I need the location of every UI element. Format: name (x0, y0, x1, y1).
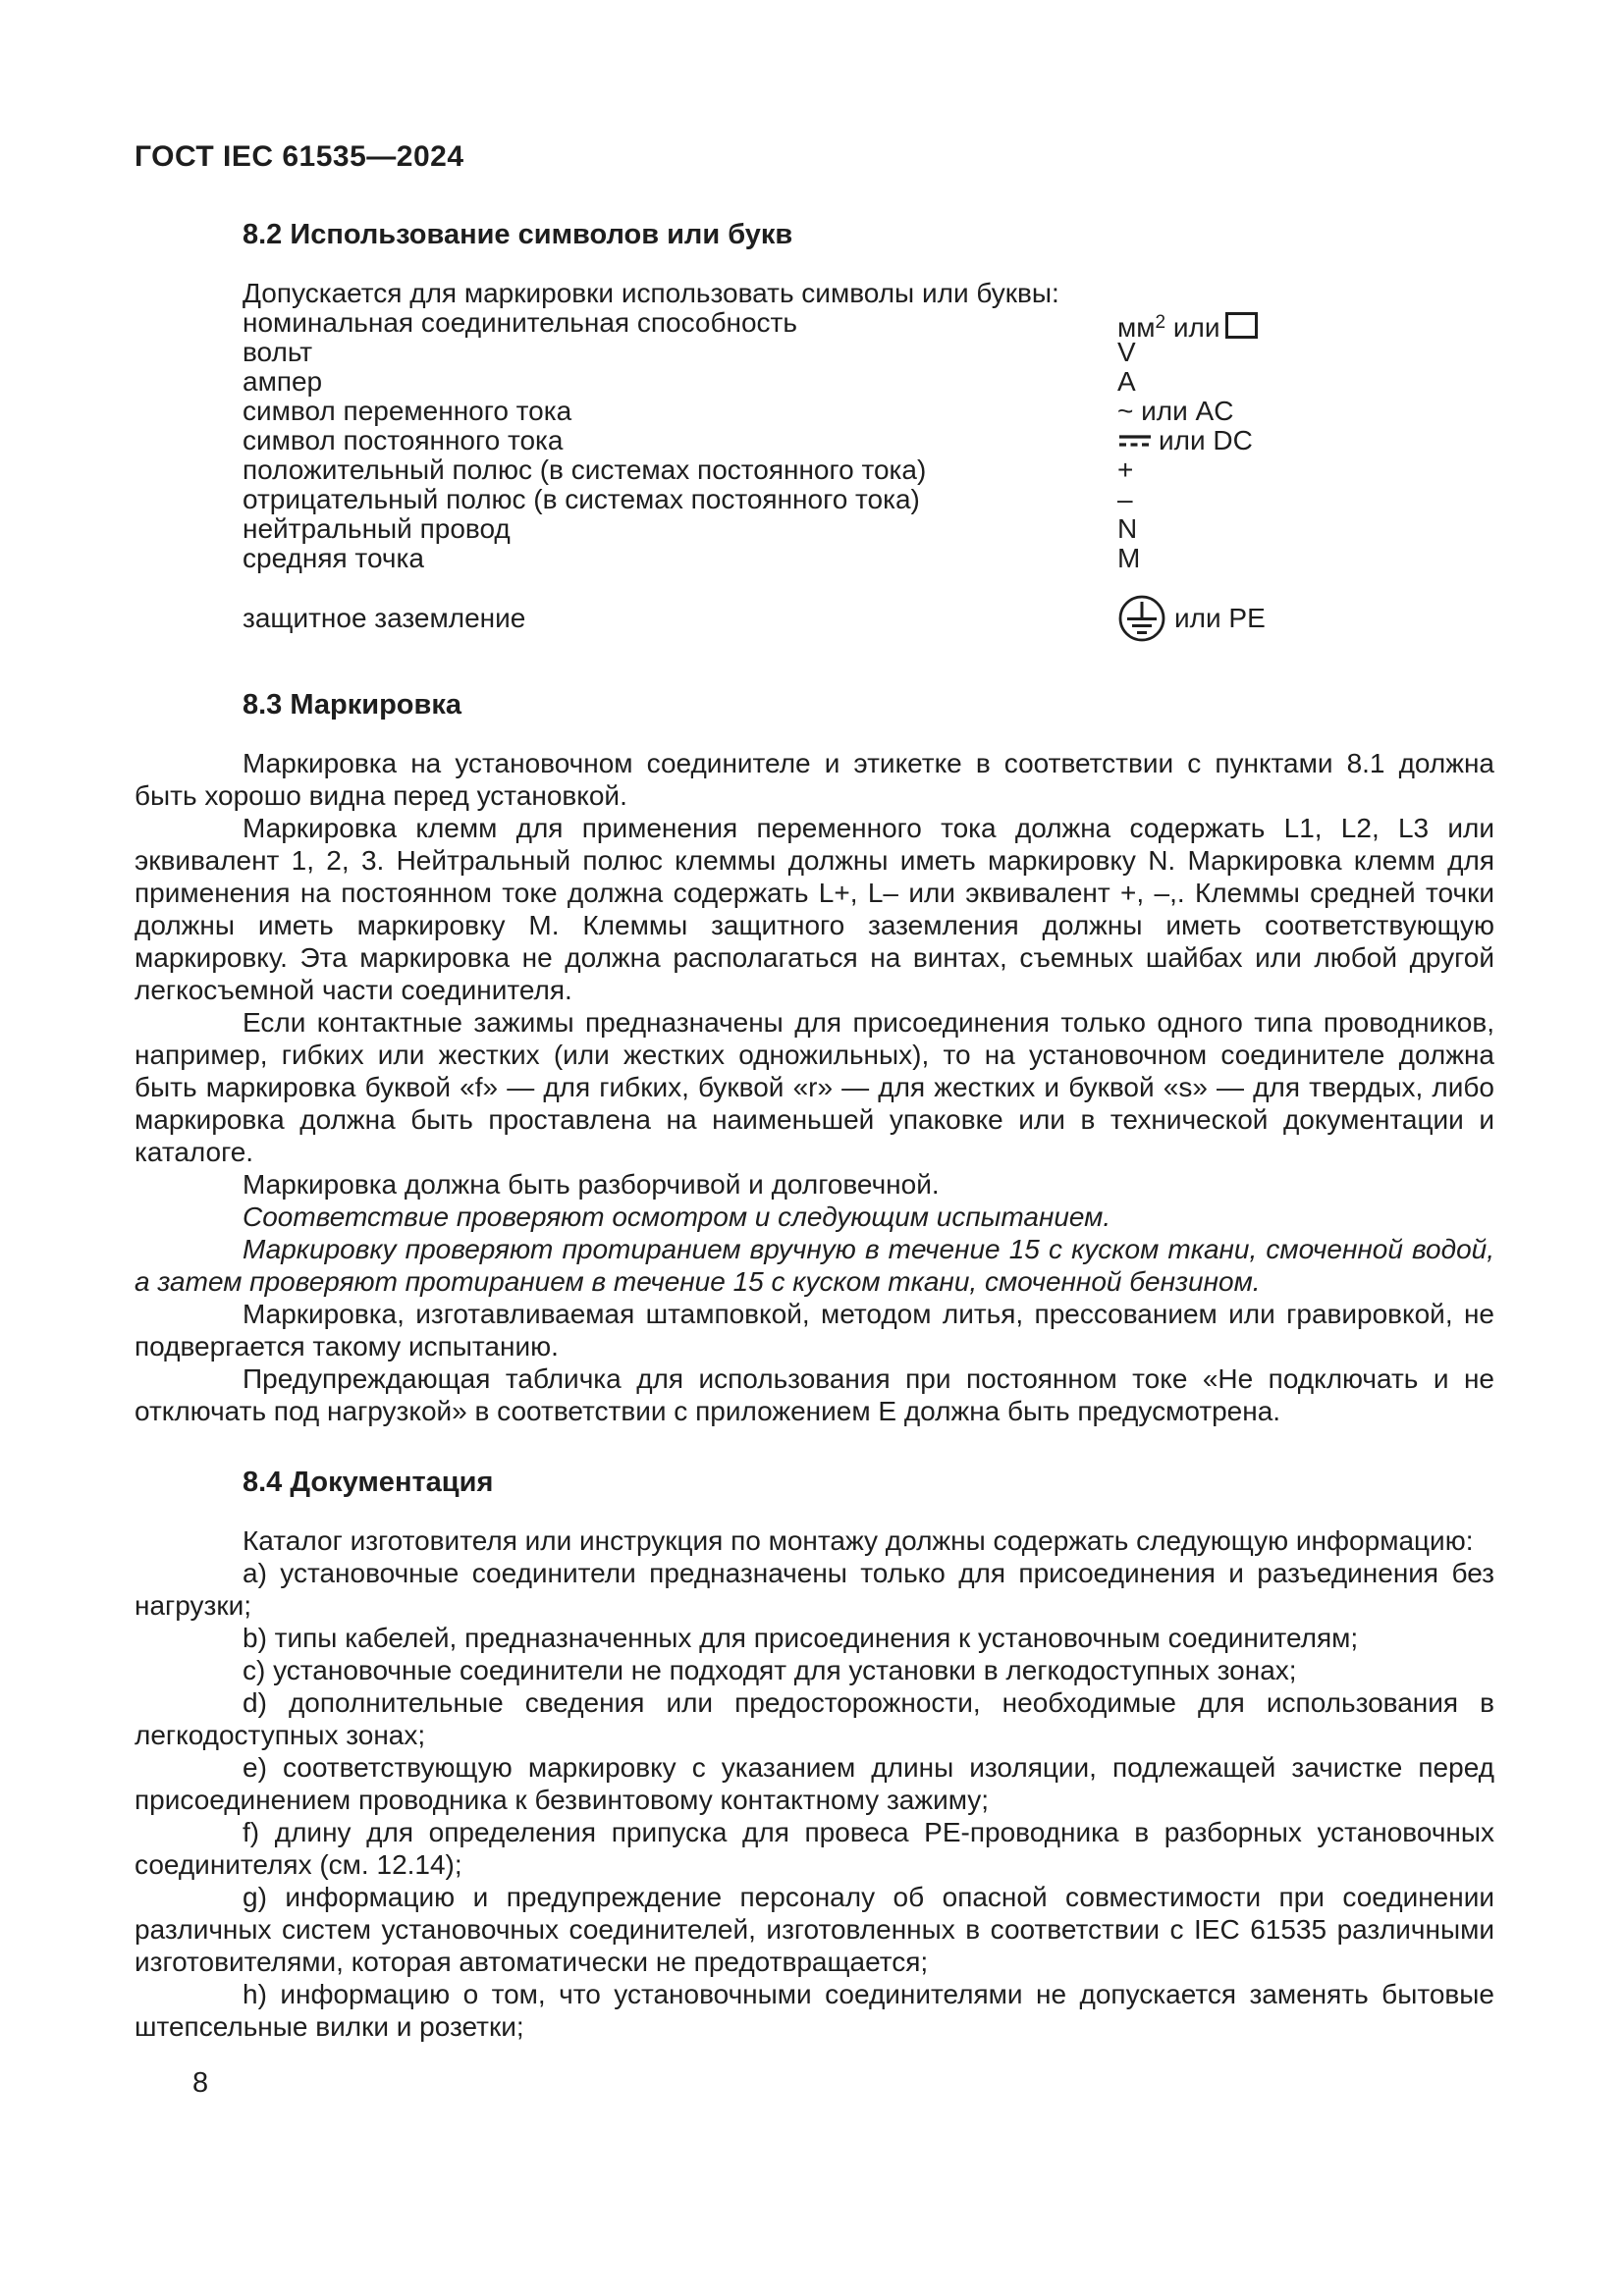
list-item-f: f) длину для определения припуска для провеса PE-проводника в разборных установочных соединителях (см. 12.14); (135, 1817, 1494, 1880)
symbol-row-protective-earth (135, 585, 1494, 652)
protective-earth-icon (1117, 594, 1166, 643)
symbol-value: A (1117, 366, 1136, 397)
symbol-row-mid-point (135, 544, 1494, 573)
symbol-row-rated-capacity (135, 307, 1494, 343)
list-item-h: h) информацию о том, что установочными соединителями не допускается заменять бытовые штепсельные вилки и розетки; (135, 1979, 1494, 2042)
symbol-value-text: или DC (1159, 425, 1253, 455)
section-8-3-heading: 8.3 Маркировка (243, 689, 461, 721)
list-item-a: a) установочные соединители предназначены только для присоединения и разъединения без нагрузки; (135, 1558, 1494, 1621)
symbol-value-text: или PE (1174, 603, 1266, 633)
symbol-label: отрицательный полюс (в системах постоянного тока) (243, 484, 920, 514)
symbol-value: N (1117, 513, 1138, 544)
dc-symbol-icon (1117, 433, 1153, 449)
symbol-row-volt (135, 338, 1494, 367)
symbol-value-text: мм (1117, 312, 1156, 343)
symbol-value: ~ или AC (1117, 396, 1234, 426)
list-item-b: b) типы кабелей, предназначенных для присоединения к установочным соединителям; (243, 1623, 1359, 1653)
symbol-label: вольт (243, 337, 313, 367)
paragraph: Маркировка клемм для применения переменного тока должна содержать L1, L2, L3 или эквивалент 1, 2, 3. Нейтральный полюс клеммы должны иметь маркировку N. Маркировка клемм для применения на постоянном токе должна содержать L+, L– или эквивалент +, –,. Клеммы средней точки должны иметь маркировку M. Клеммы защитного заземления должны иметь соответствующую маркировку. Эта маркировка не должна располагаться на винтах, съемных шайбах или любой другой легкосъемной части соединителя. (135, 813, 1494, 1005)
list-item-d: d) дополнительные сведения или предосторожности, необходимые для использования в легкодоступных зонах; (135, 1687, 1494, 1750)
document-title-header: ГОСТ IEC 61535—2024 (135, 140, 464, 173)
paragraph: Предупреждающая табличка для использования при постоянном токе «Не подключать и не отключать под нагрузкой» в соответствии с приложением E должна быть предусмотрена. (135, 1363, 1494, 1426)
symbol-row-neutral (135, 514, 1494, 544)
symbol-value: M (1117, 543, 1141, 573)
symbol-row-ac (135, 397, 1494, 426)
section-8-4-intro: Каталог изготовителя или инструкция по монтажу должны содержать следующую информацию: (243, 1525, 1474, 1556)
superscript-2: 2 (1155, 312, 1166, 333)
symbol-value (1117, 426, 1253, 455)
symbol-label: защитное заземление (243, 603, 526, 633)
symbol-value: – (1117, 484, 1133, 514)
paragraph: Маркировка, изготавливаемая штамповкой, методом литья, прессованием или гравировкой, не подвергается такому испытанию. (135, 1299, 1494, 1362)
symbol-value (1117, 594, 1266, 643)
section-8-4-heading: 8.4 Документация (243, 1467, 494, 1498)
symbol-label: нейтральный провод (243, 513, 511, 544)
section-8-2-heading: 8.2 Использование символов или букв (243, 219, 793, 250)
symbol-label: положительный полюс (в системах постоянного тока) (243, 454, 927, 485)
symbol-row-negative-pole (135, 485, 1494, 514)
paragraph: Маркировка на установочном соединителе и этикетке в соответствии с пунктами 8.1 должна быть хорошо видна перед установкой. (135, 748, 1494, 811)
symbol-label: средняя точка (243, 543, 424, 573)
symbol-row-positive-pole (135, 455, 1494, 485)
section-8-2-intro: Допускается для маркировки использовать символы или буквы: (243, 278, 1059, 308)
symbol-row-dc (135, 426, 1494, 455)
paragraph: Маркировка должна быть разборчивой и долговечной. (243, 1169, 940, 1200)
paragraph: Если контактные зажимы предназначены для присоединения только одного типа проводников, например, гибких или жестких (или жестких одножильных), то на установочном соединителе должна быть маркировка буквой «f» — для гибких, буквой «r» — для жестких и буквой «s» — для твердых, либо маркировка должна быть проставлена на наименьшей упаковке или в технической документации и каталоге. (135, 1007, 1494, 1167)
square-symbol-icon (1225, 312, 1258, 339)
paragraph-italic-test-note: Соответствие проверяют осмотром и следующим испытанием. (243, 1201, 1111, 1232)
list-item-c: c) установочные соединители не подходят для установки в легкодоступных зонах; (243, 1655, 1297, 1685)
page-content (135, 219, 1494, 2043)
list-item-e: e) соответствующую маркировку с указанием длины изоляции, подлежащей зачистке перед присоединением проводника к безвинтовому контактному зажиму; (135, 1752, 1494, 1815)
symbol-value: V (1117, 337, 1136, 367)
symbol-label: символ постоянного тока (243, 425, 564, 455)
list-item-g: g) информацию и предупреждение персоналу об опасной совместимости при соединении различных систем установочных соединителей, изготовленных в соответствии с IEC 61535 различными изготовителями, которая автоматически не предотвращается; (135, 1882, 1494, 1977)
symbol-label: номинальная соединительная способность (243, 307, 797, 338)
symbol-label: символ переменного тока (243, 396, 572, 426)
paragraph-italic-test-note: Маркировку проверяют протиранием вручную в течение 15 с куском ткани, смоченной водой, а затем проверяют протиранием в течение 15 с куском ткани, смоченной бензином. (135, 1234, 1494, 1297)
page-number: 8 (192, 2067, 209, 2099)
symbol-label: ампер (243, 366, 323, 397)
symbol-value: + (1117, 454, 1134, 485)
symbol-row-ampere (135, 367, 1494, 397)
symbol-value-text: или (1172, 312, 1220, 343)
